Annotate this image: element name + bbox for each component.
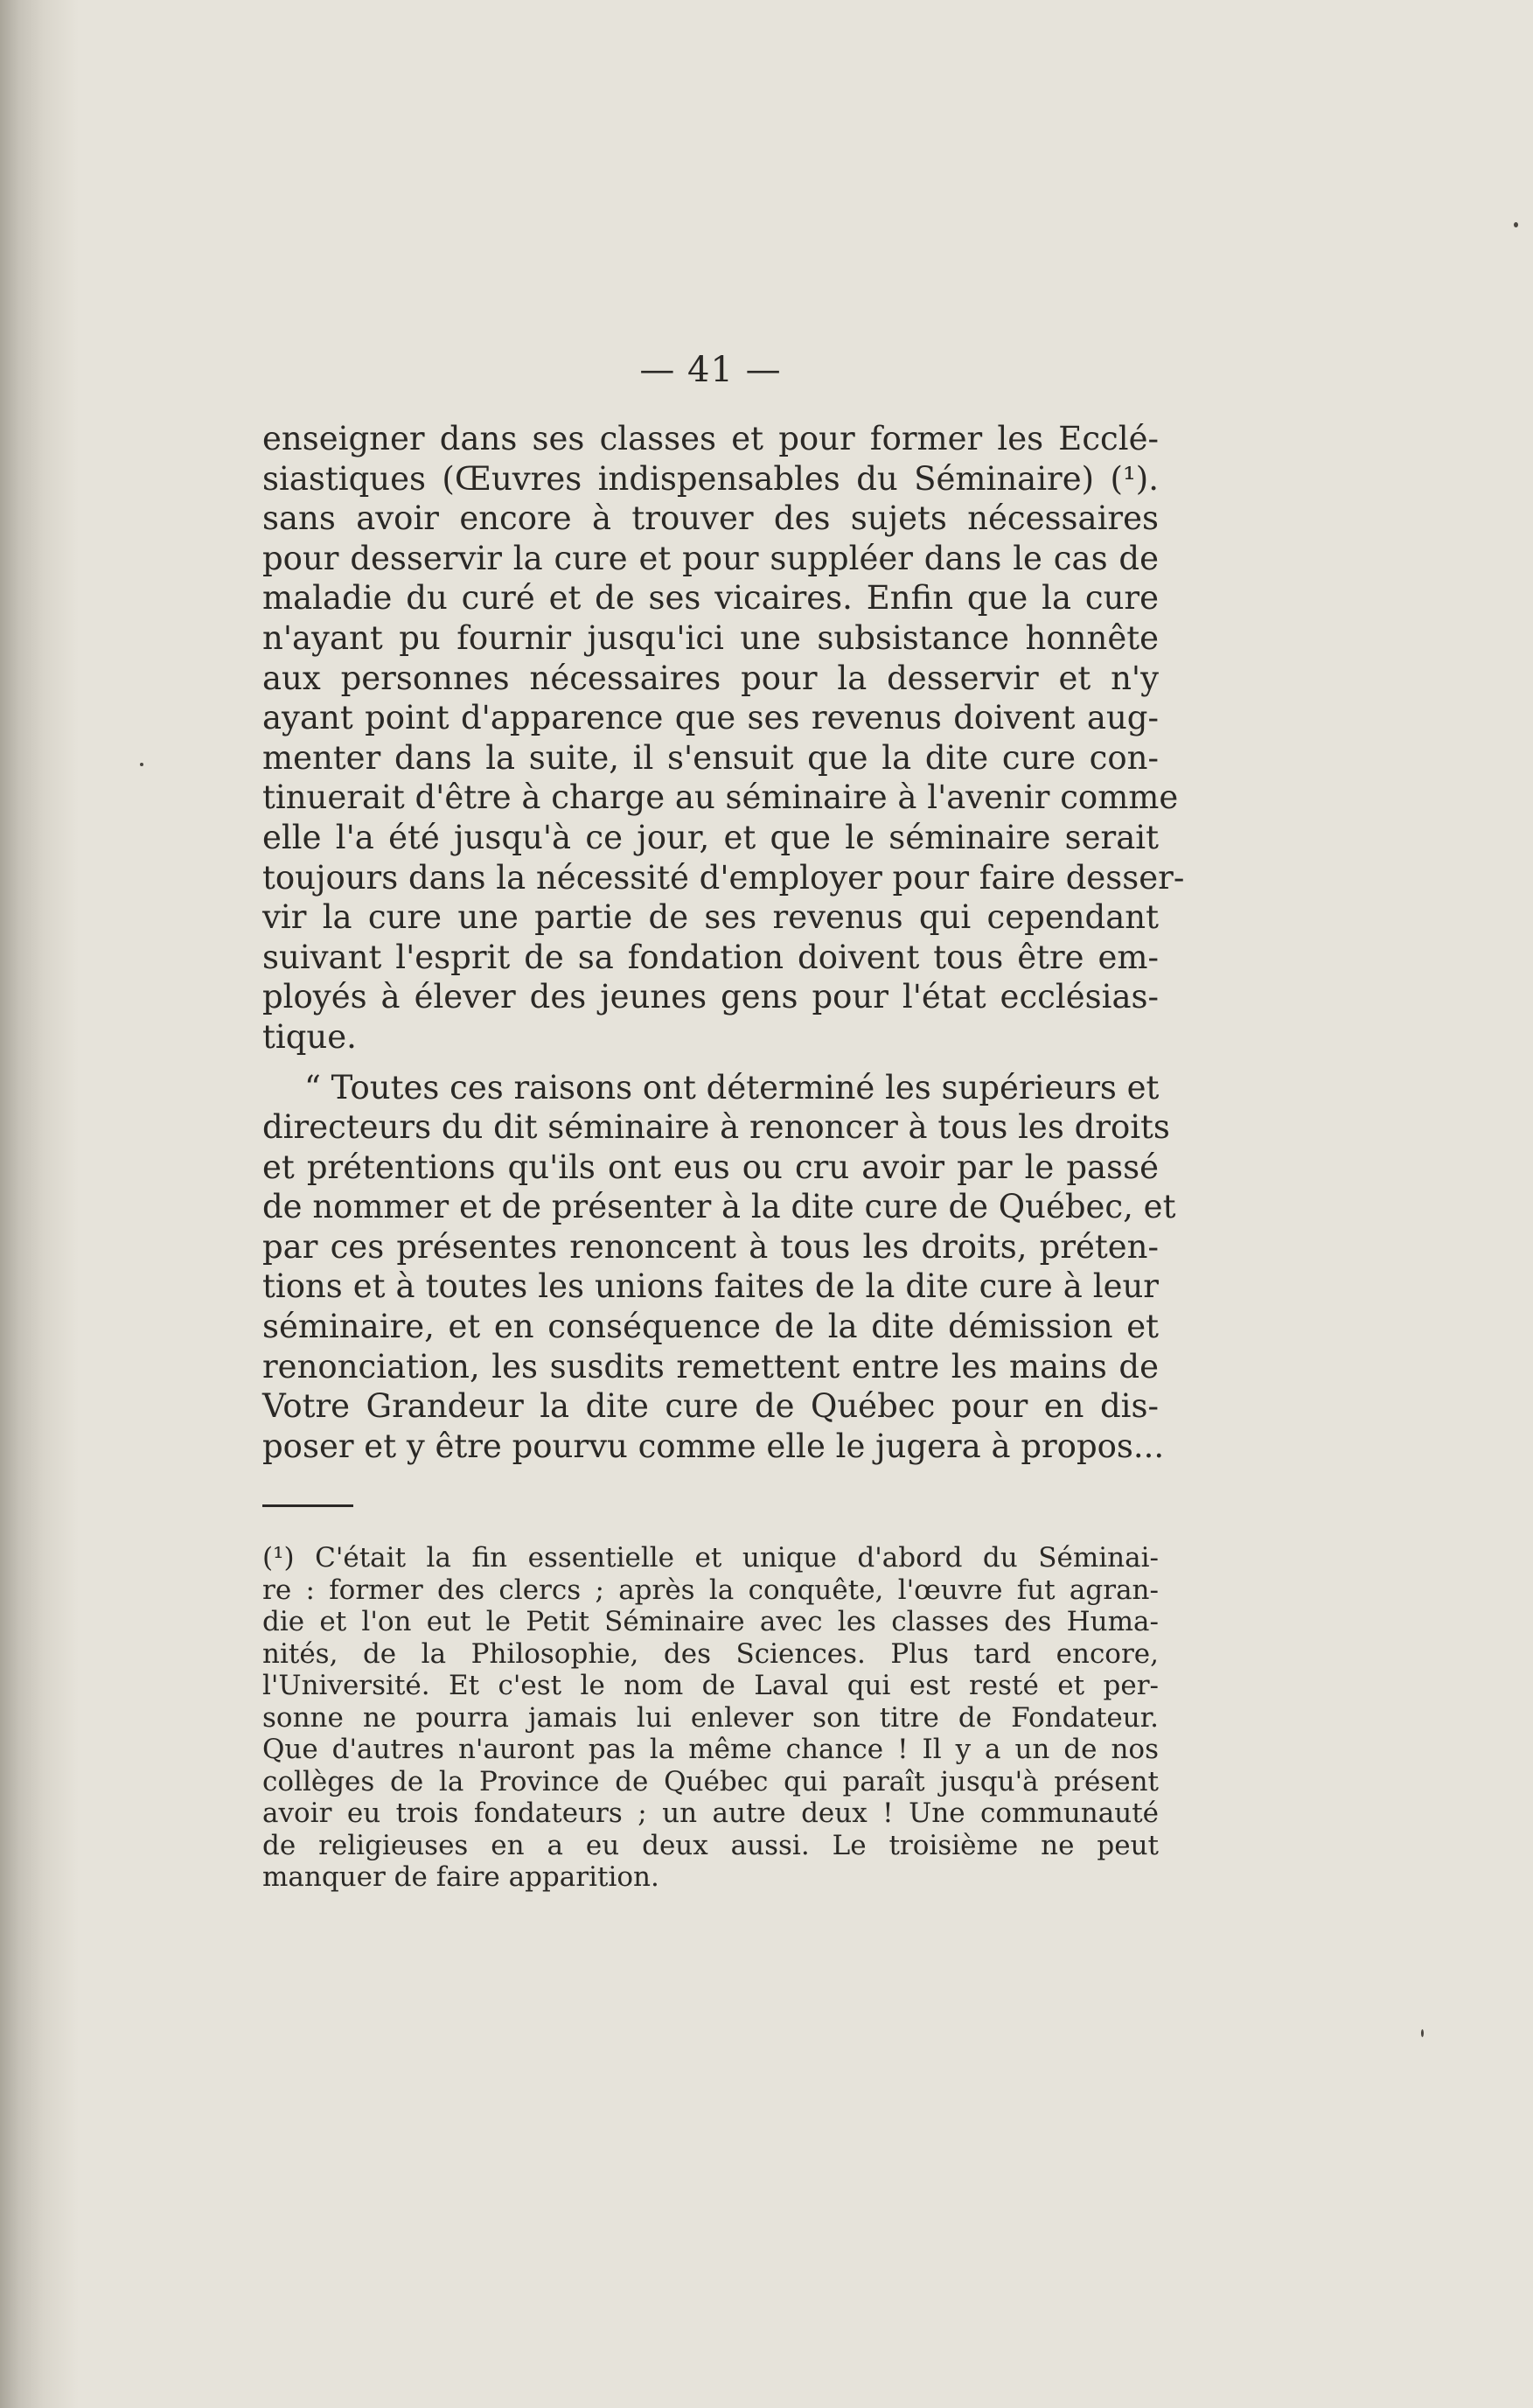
footnote-line: sonne ne pourra jamais lui enlever son titre de Fondateur. (262, 1701, 1159, 1734)
paper-speck (1421, 2029, 1424, 2037)
text-line: Votre Grandeur la dite cure de Québec pour en dis- (262, 1387, 1159, 1426)
footnote-line: manquer de faire apparition. (262, 1861, 659, 1894)
text-line: maladie du curé et de ses vicaires. Enfin que la cure (262, 579, 1159, 618)
paragraph (262, 419, 1185, 1057)
text-line: tions et à toutes les unions faites de la dite cure à leur (262, 1267, 1159, 1306)
text-line: séminaire, et en conséquence de la dite démission et (262, 1308, 1159, 1346)
footnote-line: l'Université. Et c'est le nom de Laval qui est resté et per- (262, 1670, 1159, 1702)
footnote-line: die et l'on eut le Petit Séminaire avec les classes des Huma- (262, 1606, 1159, 1638)
footnote-line: collèges de la Province de Québec qui paraît jusqu'à présent (262, 1765, 1159, 1797)
text-line: aux personnes nécessaires pour la desservir et n'y (262, 659, 1159, 697)
text-line: pour desservir la cure et pour suppléer dans le cas de (262, 539, 1159, 577)
footnote (262, 1542, 1159, 1894)
text-line: n'ayant pu fournir jusqu'ici une subsistance honnête (262, 618, 1159, 657)
footnote-line: (¹) C'était la fin essentielle et unique d'abord du Séminai- (262, 1542, 1159, 1574)
text-line: ployés à élever des jeunes gens pour l'état ecclésias- (262, 978, 1159, 1016)
text-line: menter dans la suite, il s'ensuit que la dite cure con- (262, 738, 1159, 777)
paper-speck (1514, 222, 1518, 227)
footnote-line: de religieuses en a eu deux aussi. Le troisième ne peut (262, 1829, 1159, 1861)
text-line: enseigner dans ses classes et pour former les Ecclé- (262, 420, 1159, 457)
text-line: suivant l'esprit de sa fondation doivent tous être em- (262, 938, 1159, 976)
text-line: renonciation, les susdits remettent entre les mains de (262, 1347, 1159, 1385)
paragraph (262, 1068, 1176, 1467)
footnote-line: nités, de la Philosophie, des Sciences. Plus tard encore, (262, 1637, 1159, 1670)
text-line: et prétentions qu'ils ont eus ou cru avoir par le passé (262, 1148, 1159, 1186)
text-line: directeurs du dit séminaire à renoncer à tous les droits (262, 1108, 1170, 1147)
footnote-line: re : former des clercs ; après la conquête, l'œuvre fut agran- (262, 1574, 1159, 1606)
text-line: sans avoir encore à trouver des sujets nécessaires (262, 499, 1159, 538)
footnote-line: avoir eu trois fondateurs ; un autre deux ! Une communauté (262, 1797, 1159, 1830)
text-line: par ces présentes renoncent à tous les droits, préten- (262, 1227, 1159, 1266)
text-line: “ Toutes ces raisons ont déterminé les supérieurs et (304, 1068, 1160, 1106)
text-line: ayant point d'apparence que ses revenus doivent aug- (262, 699, 1159, 737)
paper-speck (140, 763, 143, 766)
text-line: tinuerait d'être à charge au séminaire à l'avenir comme (262, 778, 1179, 817)
body-text (262, 419, 1185, 1466)
text-line: elle l'a été jusqu'à ce jour, et que le séminaire serait (262, 818, 1159, 856)
text-line: de nommer et de présenter à la dite cure de Québec, et (262, 1188, 1176, 1226)
footnote-separator (262, 1504, 353, 1507)
text-line: siastiques (Œuvres indispensables du Séminaire) (¹). (262, 459, 1159, 498)
book-page (262, 345, 1185, 1894)
text-line: tique. (262, 1017, 357, 1056)
text-line: toujours dans la nécessité d'employer pour faire desser- (262, 858, 1185, 897)
text-line: poser et y être pourvu comme elle le jugera à propos... (262, 1427, 1165, 1465)
text-line: vir la cure une partie de ses revenus qui cependant (262, 898, 1159, 937)
footnote-line: Que d'autres n'auront pas la même chance ! Il y a un de nos (262, 1734, 1159, 1766)
page-number: — 41 — (639, 350, 782, 390)
book-gutter-shadow (0, 0, 79, 2408)
